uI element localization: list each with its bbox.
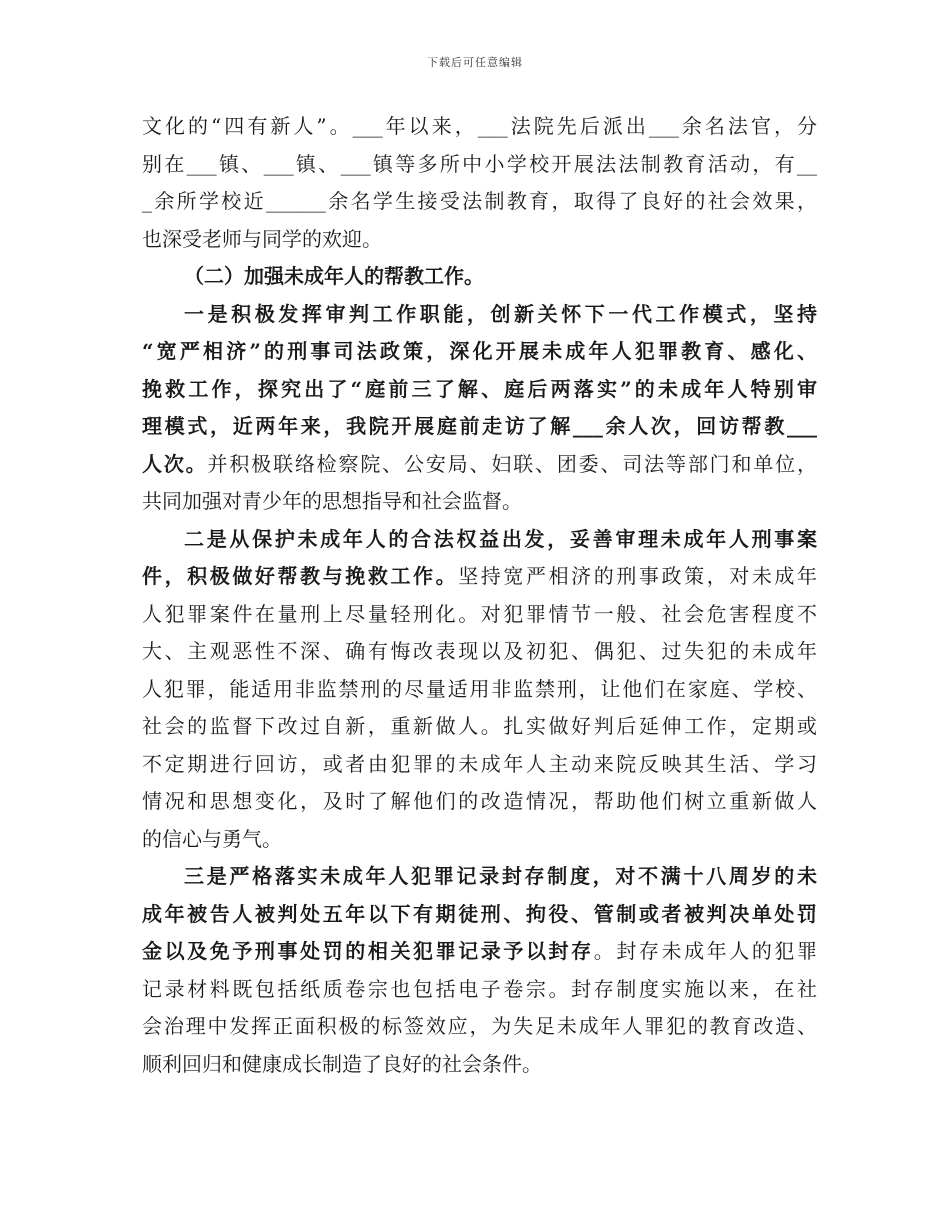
text-line [142,783,817,821]
text-segment: 共同加强对青少年的思想指导和社会监督。 [142,489,522,513]
text-line [142,558,817,596]
text-segment: 人犯罪，能适用非监禁刑的尽量适用非监禁刑，让他们在家庭、学校、 [142,676,817,701]
page-header: 下载后可任意编辑 [427,56,523,69]
text-segment: 情况和思想变化，及时了解他们的改造情况，帮助他们树立重新做人 [142,789,817,813]
text-line [142,408,817,446]
text-line [142,708,817,746]
text-line [142,371,817,409]
text-segment: _余所学校近______余名学生接受法制教育，取得了良好的社会效果， [142,189,817,213]
text-segment: 大、主观恶性不深、确有悔改表现以及初犯、偶犯、过失犯的未成年 [142,639,817,663]
text-line [142,896,817,934]
bold-text-segment: 件，积极做好帮教与挽救工作。 [142,564,459,588]
bold-text-segment: （二）加强未成年人的帮教工作。 [184,264,484,288]
text-line [142,1008,817,1046]
text-line [142,108,817,146]
text-line [142,821,817,859]
bold-text-segment: “宽严相济”的刑事司法政策，深化开展未成年人犯罪教育、感化、 [142,339,817,363]
text-segment: 记录材料既包括纸质卷宗也包括电子卷宗。封存制度实施以来，在社 [142,976,817,1001]
text-segment: 别在___镇、___镇、___镇等多所中小学校开展法法制教育活动，有__ [142,151,817,176]
text-line [142,333,817,371]
text-segment: 社会的监督下改过自新，重新做人。扎实做好判后延伸工作，定期或 [142,714,817,738]
bold-text-segment: 三是严格落实未成年人犯罪记录封存制度，对不满十八周岁的未 [184,864,817,888]
bold-text-segment: 人次。 [142,451,208,476]
text-line [142,183,817,221]
bold-text-segment: 一是积极发挥审判工作职能，创新关怀下一代工作模式，坚持 [184,301,817,326]
text-line [142,933,817,971]
text-line [142,483,817,521]
text-segment: 文化的“四有新人”。___年以来，___法院先后派出___余名法官，分 [142,114,817,138]
text-line [142,671,817,709]
text-line [142,1046,817,1084]
bold-text-segment: 挽救工作，探究出了“庭前三了解、庭后两落实”的未成年人特别审 [142,376,817,401]
bold-text-segment: 成年被告人被判处五年以下有期徒刑、拘役、管制或者被判决单处罚 [142,901,817,926]
text-segment: 并积极联络检察院、公安局、妇联、团委、司法等部门和单位， [207,451,817,476]
text-segment: 不定期进行回访，或者由犯罪的未成年人主动来院反映其生活、学习 [142,751,817,776]
text-line [142,633,817,671]
text-segment: 的信心与勇气。 [142,826,282,851]
text-segment: 人犯罪案件在量刑上尽量轻刑化。对犯罪情节一般、社会危害程度不 [142,601,817,626]
text-line [142,221,817,259]
text-segment: 顺利回归和健康成长制造了良好的社会条件。 [142,1051,542,1076]
text-line [142,296,817,334]
text-line [142,258,817,296]
text-line [142,146,817,184]
text-line [142,446,817,484]
text-segment: 坚持宽严相济的刑事政策，对未成年 [458,564,818,588]
text-segment: 会治理中发挥正面积极的标签效应，为失足未成年人罪犯的教育改造、 [142,1014,817,1038]
text-segment: 也深受老师与同学的欢迎。 [142,226,382,251]
text-line [142,521,817,559]
text-segment: 。封存未成年人的犯罪 [593,939,818,963]
bold-text-segment: 理模式，近两年来，我院开展庭前走访了解___余人次，回访帮教___ [142,414,817,438]
bold-text-segment: 二是从保护未成年人的合法权益出发，妥善审理未成年人刑事案 [184,526,817,551]
text-line [142,858,817,896]
document-body [142,108,817,1083]
text-line [142,971,817,1009]
text-line [142,746,817,784]
text-line [142,596,817,634]
bold-text-segment: 金以及免予刑事处罚的相关犯罪记录予以封存 [142,939,594,963]
